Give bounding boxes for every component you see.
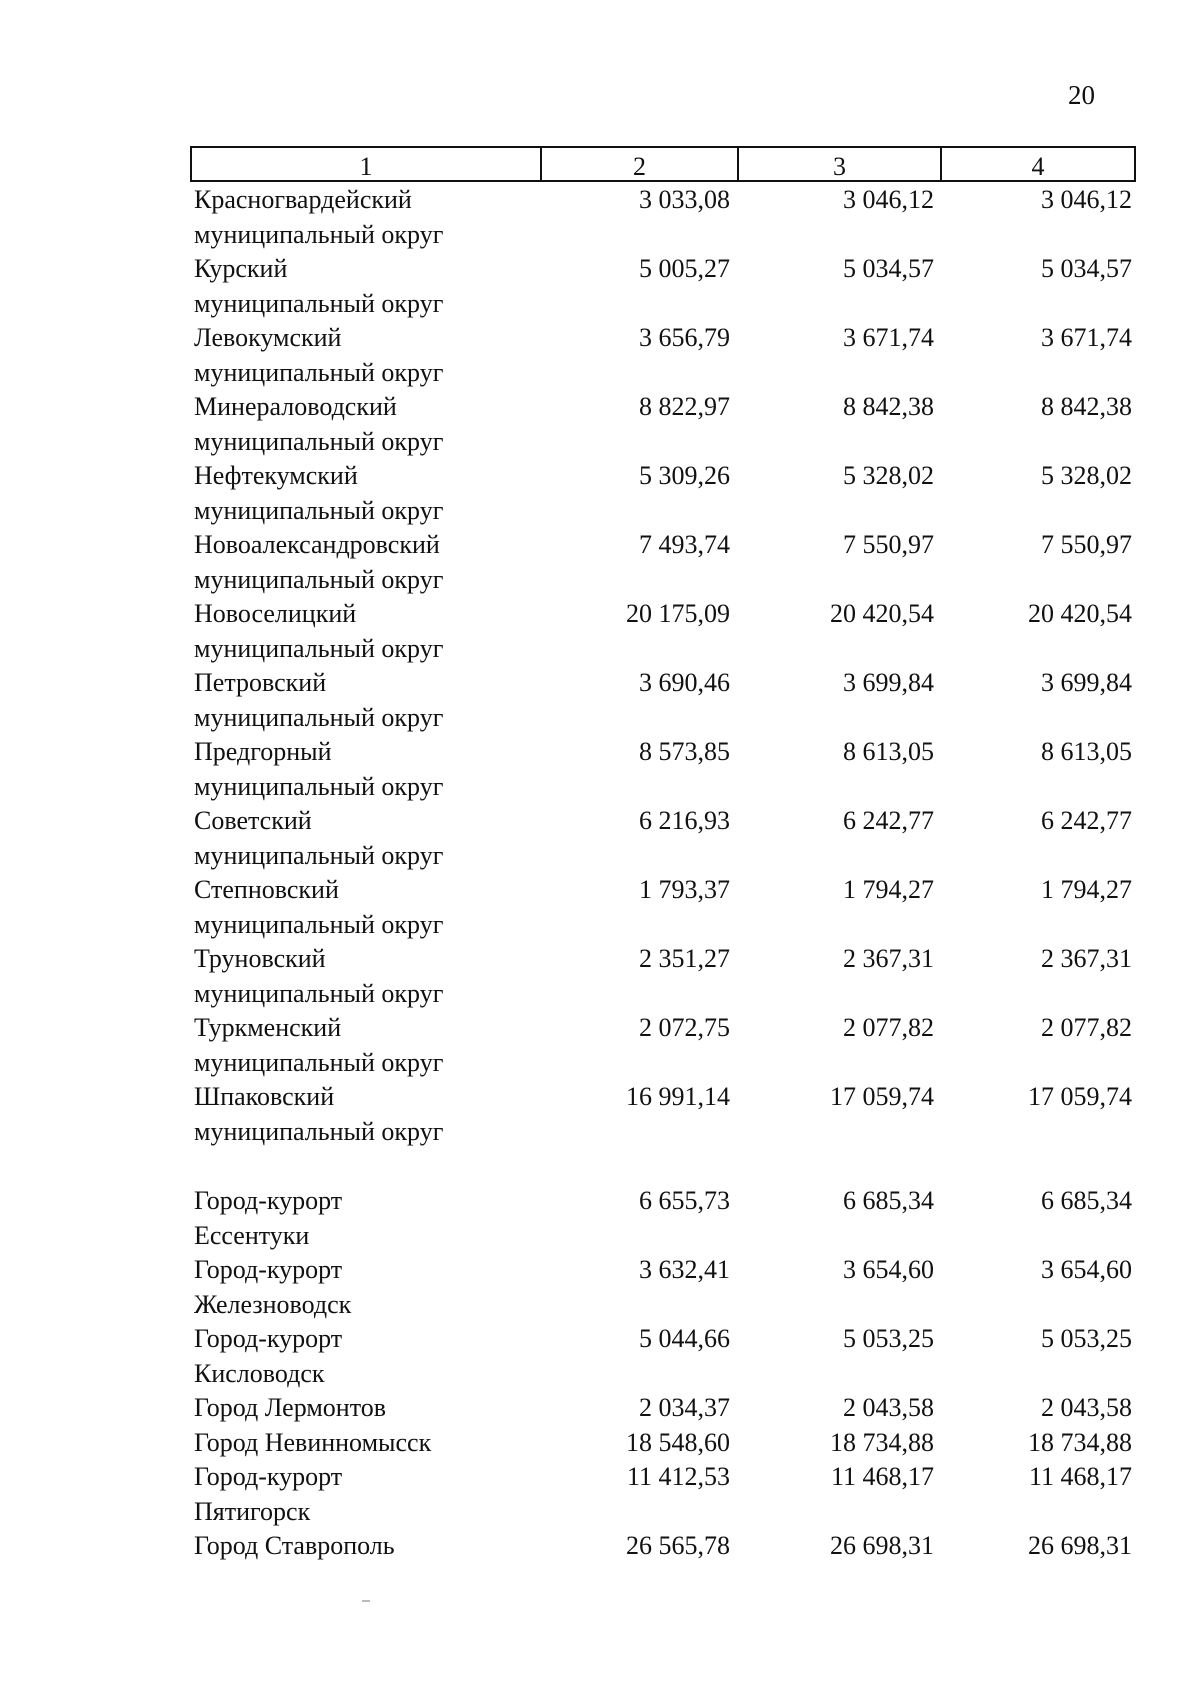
row-name-line: Предгорный (194, 737, 332, 766)
row-value-col-2: 20 175,09 (626, 599, 730, 628)
table-row (194, 390, 1136, 459)
table-body (194, 183, 1136, 1564)
row-value-col-3: 18 734,88 (830, 1427, 934, 1457)
table-row (194, 942, 1136, 1011)
row-name-line: Город Невинномысск (194, 1427, 432, 1457)
row-value-col-3: 2 043,58 (843, 1393, 934, 1422)
row-name (194, 1080, 594, 1149)
row-value-col-3: 6 242,77 (843, 806, 934, 835)
row-value-col-3: 8 842,38 (843, 392, 934, 421)
row-value-col-4: 17 059,74 (1028, 1082, 1132, 1111)
row-value-col-2: 3 632,41 (639, 1255, 730, 1284)
table-row (194, 252, 1136, 321)
row-value-col-4: 1 794,27 (1041, 875, 1132, 904)
row-name-line: Петровский (194, 668, 327, 697)
row-value-col-4: 3 699,84 (1041, 668, 1132, 697)
table-row (194, 1460, 1136, 1529)
row-name (194, 1253, 594, 1322)
row-name-line: Город-курорт (194, 1255, 343, 1284)
page-number: 20 (1068, 80, 1095, 110)
row-value-col-3: 1 794,27 (843, 875, 934, 904)
row-name-line: Красногвардейский (194, 185, 412, 214)
row-value-col-3: 17 059,74 (830, 1082, 934, 1111)
row-value-col-3: 3 654,60 (843, 1255, 934, 1284)
table-row (194, 321, 1136, 390)
row-value-col-4: 2 367,31 (1041, 944, 1132, 973)
row-name (194, 735, 594, 804)
row-name (194, 390, 594, 459)
table-row (194, 597, 1136, 666)
row-name-line: муниципальный округ (194, 357, 444, 387)
row-name-line: Ессентуки (194, 1220, 310, 1250)
row-value-col-2: 3 656,79 (639, 323, 730, 352)
row-value-col-2: 26 565,78 (626, 1531, 730, 1560)
row-name-line: Новоселицкий (194, 599, 357, 628)
table-row (194, 183, 1136, 252)
table-row (194, 459, 1136, 528)
row-name (194, 528, 594, 597)
row-name-line: муниципальный округ (194, 1047, 444, 1077)
row-value-col-2: 5 005,27 (639, 254, 730, 283)
row-value-col-4: 3 654,60 (1041, 1255, 1132, 1284)
row-value-col-3: 5 053,25 (843, 1324, 934, 1353)
table-row (194, 1391, 1136, 1426)
row-name (194, 804, 594, 873)
row-name-line: Пятигорск (194, 1496, 311, 1526)
row-name-line: Новоалександровский (194, 530, 440, 559)
row-value-col-4: 2 043,58 (1041, 1393, 1132, 1422)
table-row (194, 528, 1136, 597)
row-name (194, 1391, 594, 1426)
row-name-line: муниципальный округ (194, 564, 444, 594)
row-value-col-4: 3 046,12 (1041, 185, 1132, 214)
row-name (194, 1460, 594, 1529)
row-value-col-3: 3 671,74 (843, 323, 934, 352)
table-row (194, 804, 1136, 873)
row-value-col-3: 11 468,17 (830, 1462, 934, 1491)
row-value-col-3: 8 613,05 (843, 737, 934, 766)
row-value-col-4: 18 734,88 (1028, 1427, 1132, 1457)
row-name-line: Город Ставрополь (194, 1531, 395, 1560)
row-name (194, 942, 594, 1011)
row-name-line: муниципальный округ (194, 495, 444, 525)
row-value-col-3: 2 077,82 (843, 1013, 934, 1042)
row-name-line: муниципальный округ (194, 702, 444, 732)
row-name-line: Курский (194, 254, 288, 283)
row-value-col-3: 20 420,54 (830, 599, 934, 628)
row-value-col-4: 5 053,25 (1041, 1324, 1132, 1353)
row-name-line: муниципальный округ (194, 771, 444, 801)
row-name-line: Нефтекумский (194, 461, 358, 490)
row-name (194, 666, 594, 735)
row-name (194, 459, 594, 528)
row-name (194, 1011, 594, 1080)
table-row (194, 666, 1136, 735)
row-name-line: муниципальный округ (194, 219, 444, 249)
row-value-col-3: 5 034,57 (843, 254, 934, 283)
row-name (194, 252, 594, 321)
table-row (194, 735, 1136, 804)
row-value-col-2: 18 548,60 (626, 1427, 730, 1457)
row-name (194, 1322, 594, 1391)
row-name-line: Город Лермонтов (194, 1393, 386, 1422)
table-row (194, 873, 1136, 942)
row-value-col-3: 2 367,31 (843, 944, 934, 973)
row-value-col-3: 26 698,31 (830, 1531, 934, 1560)
table-row (194, 1253, 1136, 1322)
table-row (194, 1426, 1136, 1461)
row-value-col-4: 6 685,34 (1041, 1186, 1132, 1215)
row-name (194, 1426, 594, 1461)
row-value-col-3: 3 699,84 (843, 668, 934, 697)
row-value-col-2: 16 991,14 (626, 1082, 730, 1111)
row-value-col-2: 6 216,93 (639, 806, 730, 835)
table-row (194, 1184, 1136, 1253)
row-name-line: муниципальный округ (194, 633, 444, 663)
row-value-col-2: 5 044,66 (639, 1324, 730, 1353)
row-value-col-2: 3 690,46 (639, 668, 730, 697)
row-name-line: Город-курорт (194, 1186, 343, 1215)
row-value-col-4: 7 550,97 (1041, 530, 1132, 559)
row-value-col-2: 8 573,85 (639, 737, 730, 766)
row-value-col-2: 6 655,73 (639, 1186, 730, 1215)
row-name-line: Туркменский (194, 1013, 342, 1042)
row-spacer (194, 1149, 1136, 1184)
row-value-col-3: 7 550,97 (843, 530, 934, 559)
row-name (194, 873, 594, 942)
row-name (194, 183, 594, 252)
row-name-line: Железноводск (194, 1289, 352, 1319)
header-col-4: 4 (1031, 152, 1045, 181)
row-value-col-4: 2 077,82 (1041, 1013, 1132, 1042)
row-name (194, 321, 594, 390)
row-value-col-2: 5 309,26 (639, 461, 730, 490)
row-value-col-3: 6 685,34 (843, 1186, 934, 1215)
row-name-line: муниципальный округ (194, 909, 444, 939)
row-value-col-4: 26 698,31 (1028, 1531, 1132, 1560)
row-value-col-2: 2 034,37 (639, 1393, 730, 1422)
row-value-col-4: 6 242,77 (1041, 806, 1132, 835)
row-name-line: муниципальный округ (194, 840, 444, 870)
row-name (194, 597, 594, 666)
row-value-col-4: 5 034,57 (1041, 254, 1132, 283)
row-name-line: Левокумский (194, 323, 342, 352)
row-name-line: муниципальный округ (194, 288, 444, 318)
row-name-line: муниципальный округ (194, 426, 444, 456)
row-value-col-3: 3 046,12 (843, 185, 934, 214)
row-value-col-4: 8 842,38 (1041, 392, 1132, 421)
row-value-col-2: 8 822,97 (639, 392, 730, 421)
table-row (194, 1011, 1136, 1080)
header-col-2: 2 (542, 148, 739, 180)
row-name-line: муниципальный округ (194, 1116, 444, 1146)
row-value-col-4: 20 420,54 (1028, 599, 1132, 628)
scan-speck (362, 1600, 370, 1602)
row-name-line: Труновский (194, 944, 326, 973)
row-name (194, 1184, 594, 1253)
row-value-col-2: 3 033,08 (639, 185, 730, 214)
row-value-col-2: 11 412,53 (626, 1462, 730, 1491)
row-value-col-2: 7 493,74 (639, 530, 730, 559)
row-name-line: муниципальный округ (194, 978, 444, 1008)
row-name-line: Кисловодск (194, 1358, 325, 1388)
row-name (194, 1529, 594, 1564)
row-value-col-2: 2 072,75 (639, 1013, 730, 1042)
row-name-line: Шпаковский (194, 1082, 335, 1111)
row-name-line: Советский (194, 806, 312, 835)
row-value-col-4: 3 671,74 (1041, 323, 1132, 352)
header-col-3: 3 (739, 148, 942, 180)
table-row (194, 1080, 1136, 1149)
row-value-col-4: 8 613,05 (1041, 737, 1132, 766)
row-value-col-4: 11 468,17 (1028, 1462, 1132, 1491)
table-row (194, 1529, 1136, 1564)
row-value-col-2: 2 351,27 (639, 944, 730, 973)
row-name-line: Степновский (194, 875, 339, 904)
row-value-col-3: 5 328,02 (843, 461, 934, 490)
row-value-col-4: 5 328,02 (1041, 461, 1132, 490)
row-name-line: Город-курорт (194, 1462, 343, 1491)
row-name-line: Минераловодский (194, 392, 397, 421)
row-name-line: Город-курорт (194, 1324, 343, 1353)
row-value-col-2: 1 793,37 (639, 875, 730, 904)
header-col-1: 1 (192, 148, 542, 180)
table-row (194, 1322, 1136, 1391)
table-header (190, 146, 1136, 182)
